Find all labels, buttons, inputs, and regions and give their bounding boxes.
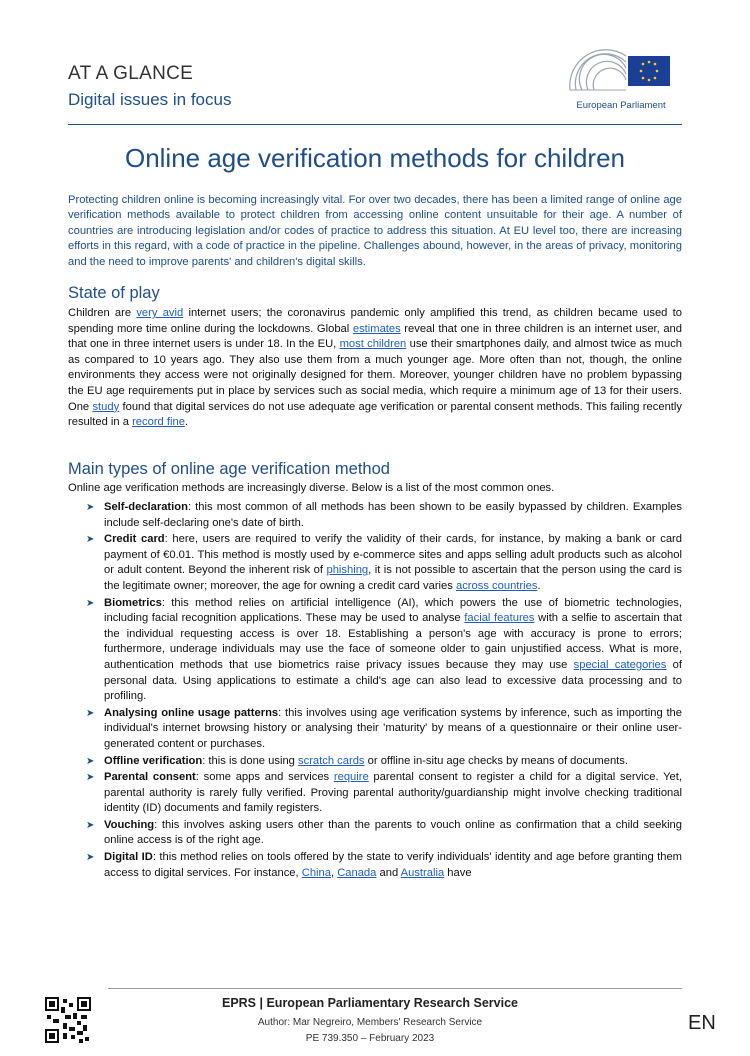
list-item-vouching xyxy=(68,818,682,849)
arrow-bullet-icon: ➤ xyxy=(86,772,95,784)
link-australia[interactable]: Australia xyxy=(400,866,445,879)
link-canada[interactable]: Canada xyxy=(337,866,377,879)
footer-reference: PE 739.350 – February 2023 xyxy=(305,1033,435,1044)
list-item-usage-patterns xyxy=(68,706,682,753)
text-run: : here, users are required to verify the validity of their cards, for instance, by making a bank or card payment of €0.01. This method is mostly used by e-commerce sites and apps selling adult products such as alcohol or adult content. Beyond the inherent risk of xyxy=(104,533,682,577)
text-run: found that digital services do not use adequate age verification or parental consent methods. This failing recently resulted in a xyxy=(68,400,682,429)
link-very-avid[interactable]: very avid xyxy=(136,307,184,319)
text-run: : some apps and services xyxy=(195,771,334,784)
text-run: reveal that one in three children is an internet user, and that one in three internet users is under 18. In the EU, xyxy=(68,322,682,351)
footer-divider xyxy=(108,988,682,989)
link-across-countries[interactable]: across countries xyxy=(455,579,538,592)
footer-organisation: EPRS | European Parliamentary Research Service xyxy=(221,996,518,1010)
qr-code-icon[interactable] xyxy=(45,997,91,1043)
text-run: : this involves using age verification systems by inference, such as importing the individual's internet browsing history or analysing their 'maturity' by means of a questionnaire or their online user-generated content or purchases. xyxy=(104,706,682,750)
kicker: AT A GLANCE xyxy=(68,63,194,84)
text-run: or offline in-situ age checks by means of documents. xyxy=(364,754,628,767)
term: Self-declaration xyxy=(104,501,188,513)
link-most-children[interactable]: most children xyxy=(339,338,407,351)
arrow-bullet-icon: ➤ xyxy=(86,502,95,513)
logo-label: European Parliament xyxy=(576,100,666,111)
methods-list xyxy=(68,500,682,882)
arrow-bullet-icon: ➤ xyxy=(86,534,95,546)
text-run: , xyxy=(330,866,338,879)
term: Vouching xyxy=(104,818,155,831)
footer-author: Author: Mar Negreiro, Members' Research Service xyxy=(257,1017,483,1028)
parliament-emblem-icon xyxy=(566,42,676,100)
main-types-lead: Online age verification methods are increasingly diverse. Below is a list of the most common ones. xyxy=(68,482,555,494)
arrow-bullet-icon: ➤ xyxy=(86,707,95,719)
list-item-self-declaration xyxy=(68,500,682,531)
arrow-bullet-icon: ➤ xyxy=(86,852,95,864)
link-china[interactable]: China xyxy=(301,866,331,879)
text-run: with a selfie to ascertain that the individual requesting access is over 18. Establishing a person's age with accuracy is prone to errors; furthermore, underage individuals may use the face of someone older to gain unjustified access. What is more, authentication methods that use biometrics raise privacy issues because they may use xyxy=(104,612,682,671)
language-code: EN xyxy=(688,1012,716,1034)
arrow-bullet-icon: ➤ xyxy=(86,819,95,831)
term: Offline verification xyxy=(104,754,203,767)
header-divider xyxy=(68,124,682,125)
list-item-parental-consent xyxy=(68,770,682,817)
link-study[interactable]: study xyxy=(92,400,120,413)
list-item-credit-card xyxy=(68,532,682,594)
text-run: . xyxy=(184,416,189,429)
text-run: : this involves asking users other than the parents to vouch online as confirmation that a child seeking online access is of the right age. xyxy=(104,818,682,847)
link-estimates[interactable]: estimates xyxy=(352,322,401,335)
list-item-biometrics xyxy=(68,596,682,705)
text-run: : this is done using xyxy=(202,754,298,767)
european-parliament-logo xyxy=(566,42,676,114)
section-heading-main-types: Main types of online age verification method xyxy=(68,460,390,478)
text-run: , it is not possible to ascertain that the person using the card is the legitimate owner; moreover, the age for owning a credit card varies xyxy=(104,564,682,592)
term: Credit card xyxy=(104,533,165,546)
text-run: : this most common of all methods has been shown to be easily bypassed by children. Examples include self-declaring one's date of birth. xyxy=(104,501,682,529)
section-heading-state-of-play: State of play xyxy=(68,284,160,302)
text-run: : this method relies on artificial intelligence (AI), which powers the use of biometric technologies, including facial recognition applications. These may be used to analyse xyxy=(104,596,682,625)
text-run: and xyxy=(376,866,401,879)
link-phishing[interactable]: phishing xyxy=(326,564,369,577)
term: Digital ID xyxy=(104,851,153,864)
arrow-bullet-icon: ➤ xyxy=(86,597,95,609)
term: Biometrics xyxy=(104,596,162,609)
link-record-fine[interactable]: record fine xyxy=(132,416,185,429)
list-item-offline-verification xyxy=(68,754,682,770)
text-run: . xyxy=(537,579,541,592)
page-title: Online age verification methods for children xyxy=(124,143,626,173)
term: Parental consent xyxy=(104,771,196,784)
link-scratch-cards[interactable]: scratch cards xyxy=(298,754,365,767)
link-special-categories[interactable]: special categories xyxy=(573,658,667,671)
text-run: Children are xyxy=(68,307,137,319)
text-run: have xyxy=(444,866,472,879)
text-run: use their smartphones daily, and almost twice as much as compared to 10 years ago. They also use them from a much younger age. More often than not, though, the online environments they access were not originally designed for them. Moreover, younger children have no problem bypassing the EU age requirements put in place by services such as social media, which require a minimum age of 13 for their users. One xyxy=(68,338,683,413)
term: Analysing online usage patterns xyxy=(104,706,279,719)
intro-paragraph: Protecting children online is becoming increasingly vital. For over two decades, there has been a limited range of online age verification methods available to protect children from accessing online content unsuitable for their age. A number of countries are introducing legislation and/or codes of practice to address this situation. At EU level too, there are increasing efforts in this regard, with a code of practice in the pipeline. Challenges abound, however, in the areas of privacy, monitoring and the need to improve parents' and children's digital skills. xyxy=(68,194,682,268)
text-run: of personal data. Using applications to estimate a child's age can also lead to excessive data processing and to profiling. xyxy=(104,658,682,703)
list-item-digital-id xyxy=(68,850,682,881)
link-require[interactable]: require xyxy=(333,771,369,784)
subkicker: Digital issues in focus xyxy=(68,90,232,109)
arrow-bullet-icon: ➤ xyxy=(86,755,95,767)
state-of-play-paragraph xyxy=(68,306,682,431)
text-run: parental consent to register a child for a digital service. Yet, parental authority is rarely fully verified. Proving parental authority/guardianship might involve checking traditional identity (ID) documents and family registers. xyxy=(104,771,682,815)
link-facial-features[interactable]: facial features xyxy=(464,612,535,625)
text-run: internet users; the coronavirus pandemic only amplified this trend, as children became used to spending more time online during the lockdowns. Global xyxy=(68,307,682,335)
text-run: : this method relies on tools offered by the state to verify individuals' identity and age before granting them access to digital services. For instance, xyxy=(104,851,683,879)
